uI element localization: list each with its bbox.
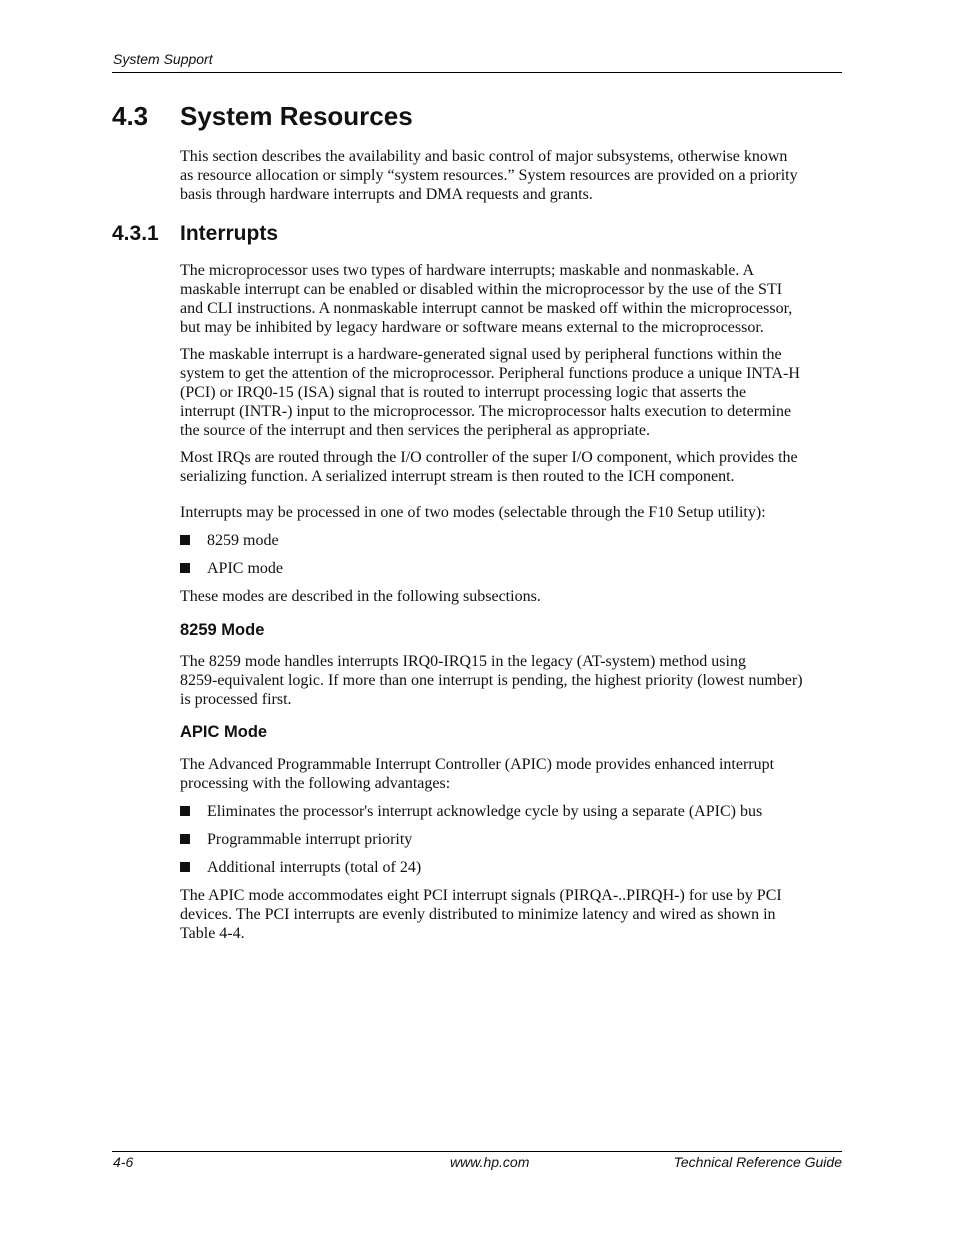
interrupts-paragraph-3: [180, 448, 844, 486]
list-item-text: APIC mode: [207, 560, 283, 577]
footer-rule: [112, 1151, 842, 1152]
section-number: 4.3: [112, 101, 149, 131]
subsection-heading: [112, 222, 278, 246]
header-rule: [112, 72, 842, 73]
section-heading: [112, 101, 413, 132]
text-line: the source of the interrupt and then services the peripheral as appropriate.: [180, 422, 651, 439]
text-line: serializing function. A serialized interrupt stream is then routed to the ICH component.: [180, 468, 735, 485]
list-item: [180, 531, 279, 550]
text-line: The 8259 mode handles interrupts IRQ0-IRQ15 in the legacy (AT-system) method using: [180, 653, 746, 670]
mode-8259-heading: 8259 Mode: [180, 621, 265, 639]
list-item-text: Eliminates the processor's interrupt acknowledge cycle by using a separate (APIC) bus: [207, 803, 763, 820]
text-line: processing with the following advantages:: [180, 775, 451, 792]
text-line: system to get the attention of the microprocessor. Peripheral functions produce a unique INTA-H: [180, 365, 800, 382]
bullet-square-icon: [180, 862, 190, 872]
mode-8259-paragraph: [180, 652, 844, 709]
text-line: and CLI instructions. A nonmaskable interrupt cannot be masked off within the microprocessor,: [180, 300, 793, 317]
bullet-square-icon: [180, 806, 190, 816]
modes-intro: [180, 503, 844, 522]
text-line: The maskable interrupt is a hardware-generated signal used by peripheral functions within the: [180, 346, 782, 363]
page-number: 4-6: [113, 1154, 134, 1170]
list-item-text: 8259 mode: [207, 532, 279, 549]
section-intro-paragraph: [180, 147, 844, 204]
text-line: as resource allocation or simply “system resources.” System resources are provided on a priority: [180, 167, 798, 184]
bullet-square-icon: [180, 834, 190, 844]
list-item: [180, 802, 762, 821]
text-line: Most IRQs are routed through the I/O controller of the super I/O component, which provides the: [180, 449, 798, 466]
text-line: basis through hardware interrupts and DMA requests and grants.: [180, 186, 593, 203]
list-item-text: Programmable interrupt priority: [207, 831, 413, 848]
text-line: is processed first.: [180, 691, 292, 708]
list-item: [180, 858, 421, 877]
text-line: 8259-equivalent logic. If more than one interrupt is pending, the highest priority (lowest number): [180, 672, 803, 689]
apic-mode-intro: [180, 755, 844, 793]
apic-mode-heading: APIC Mode: [180, 723, 268, 741]
text-line: (PCI) or IRQ0-15 (ISA) signal that is routed to interrupt processing logic that asserts the: [180, 384, 747, 401]
running-header: System Support: [113, 51, 213, 67]
text-line: The Advanced Programmable Interrupt Controller (APIC) mode provides enhanced interrupt: [180, 756, 775, 773]
text-line: Table 4-4.: [180, 925, 245, 942]
bullet-square-icon: [180, 535, 190, 545]
list-item-text: Additional interrupts (total of 24): [207, 859, 422, 876]
subsection-title: Interrupts: [180, 222, 279, 245]
text-line: This section describes the availability and basic control of major subsystems, otherwise known: [180, 148, 788, 165]
footer-guide-title: Technical Reference Guide: [673, 1154, 842, 1170]
text-line: maskable interrupt can be enabled or disabled within the microprocessor by the use of the STI: [180, 281, 783, 298]
text-line: devices. The PCI interrupts are evenly distributed to minimize latency and wired as shown in: [180, 906, 776, 923]
text-line: These modes are described in the following subsections.: [180, 588, 541, 605]
text-line: The microprocessor uses two types of hardware interrupts; maskable and nonmaskable. A: [180, 262, 755, 279]
bullet-square-icon: [180, 563, 190, 573]
apic-mode-closing: [180, 886, 844, 943]
text-line: but may be inhibited by legacy hardware or software means external to the microprocessor.: [180, 319, 764, 336]
interrupts-paragraph-2: [180, 345, 844, 440]
interrupts-paragraph-1: [180, 261, 844, 337]
text-line: The APIC mode accommodates eight PCI interrupt signals (PIRQA-..PIRQH-) for use by PCI: [180, 887, 782, 904]
modes-outro: [180, 587, 844, 606]
subsection-number: 4.3.1: [112, 222, 159, 245]
list-item: [180, 830, 412, 849]
footer-website: www.hp.com: [450, 1154, 530, 1170]
text-line: Interrupts may be processed in one of two modes (selectable through the F10 Setup utility):: [180, 504, 766, 521]
list-item: [180, 559, 283, 578]
section-title: System Resources: [180, 101, 413, 131]
text-line: interrupt (INTR-) input to the microprocessor. The microprocessor halts execution to determine: [180, 403, 792, 420]
